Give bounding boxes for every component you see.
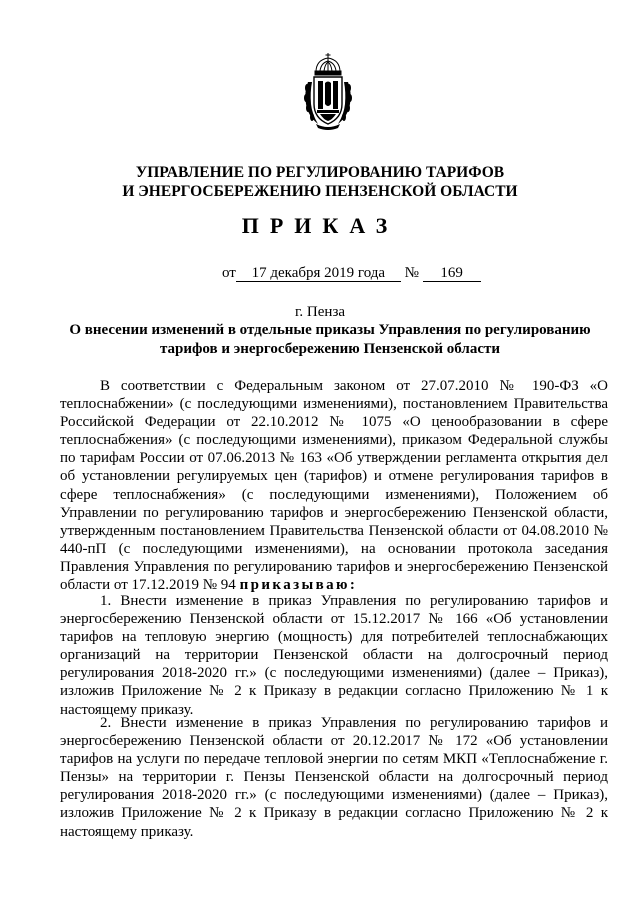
document-type-title: ПРИКАЗ [241,213,399,238]
city: г. Пенза [294,304,346,320]
date-number-line [222,263,481,283]
number-sign: № [404,265,419,281]
organization-name-line-2: И ЭНЕРГОСБЕРЕЖЕНИЮ ПЕНЗЕНСКОЙ ОБЛАСТИ [122,183,518,200]
date-prefix: от [222,265,236,281]
item-1-text: 1. Внести изменение в приказ Управления по регулированию тарифов и энергосбережению Пензенской области от 15.12.2017 № 166 «Об установлении тарифов на тепловую энергию (мощность) для потребителей теплоснабжающих организаций на территории Пензенской области на долгосрочный период регулирования 2018-2020 гг.» (с последующими изменениями) (далее – Приказ), изложив Приложение № 2 к Приказу в редакции согласно Приложению № 1 к настоящему приказу. [60,593,608,718]
preamble-paragraph [60,377,608,594]
item-2-paragraph [60,714,608,841]
order-number: 169 [423,265,481,282]
organization-name-line-1: УПРАВЛЕНИЕ ПО РЕГУЛИРОВАНИЮ ТАРИФОВ [135,164,505,181]
order-date: 17 декабря 2019 года [236,265,401,282]
preamble-text: В соответствии с Федеральным законом от 27.07.2010 № 190-ФЗ «О теплоснабжении» (с последующими изменениями), постановлением Правительства Российской Федерации от 22.10.2012 № 1075 «О ценообразовании в сфере теплоснабжения» (с последующими изменениями), приказом Федеральной службы по тарифам России от 07.06.2013 № 163 «Об утверждении регламента открытия дел об установлении регулируемых цен (тарифов) и отмене регулирования тарифов в сфере теплоснабжения» (с последующими изменениями), Положением об Управлении по регулированию тарифов и энергосбережению Пензенской области, утвержденным постановлением Правительства Пензенской области от 04.08.2010 № 440-пП (с последующими изменениями), на основании протокола заседания Правления Управления по регулированию тарифов и энергосбережению Пензенской области от 17.12.2019 № 94 [60,378,608,594]
coat-of-arms-icon [302,52,354,132]
document-subject: О внесении изменений в отдельные приказы Управления по регулированию тарифов и энергосбережению Пензенской области [69,322,591,357]
item-1-paragraph [60,592,608,719]
order-word: приказываю: [239,577,358,594]
item-2-text: 2. Внести изменение в приказ Управления по регулированию тарифов и энергосбережению Пензенской области от 20.12.2017 № 172 «Об установлении тарифов на услуги по передаче тепловой энергии по сетям МКП «Теплоснабжение г. Пензы» на территории г. Пензы Пензенской области на долгосрочный период регулирования 2018-2020 гг.» (с последующими изменениями) (далее – Приказ), изложив Приложение № 2 к Приказу в редакции согласно Приложению № 2 к настоящему приказу. [60,715,608,840]
